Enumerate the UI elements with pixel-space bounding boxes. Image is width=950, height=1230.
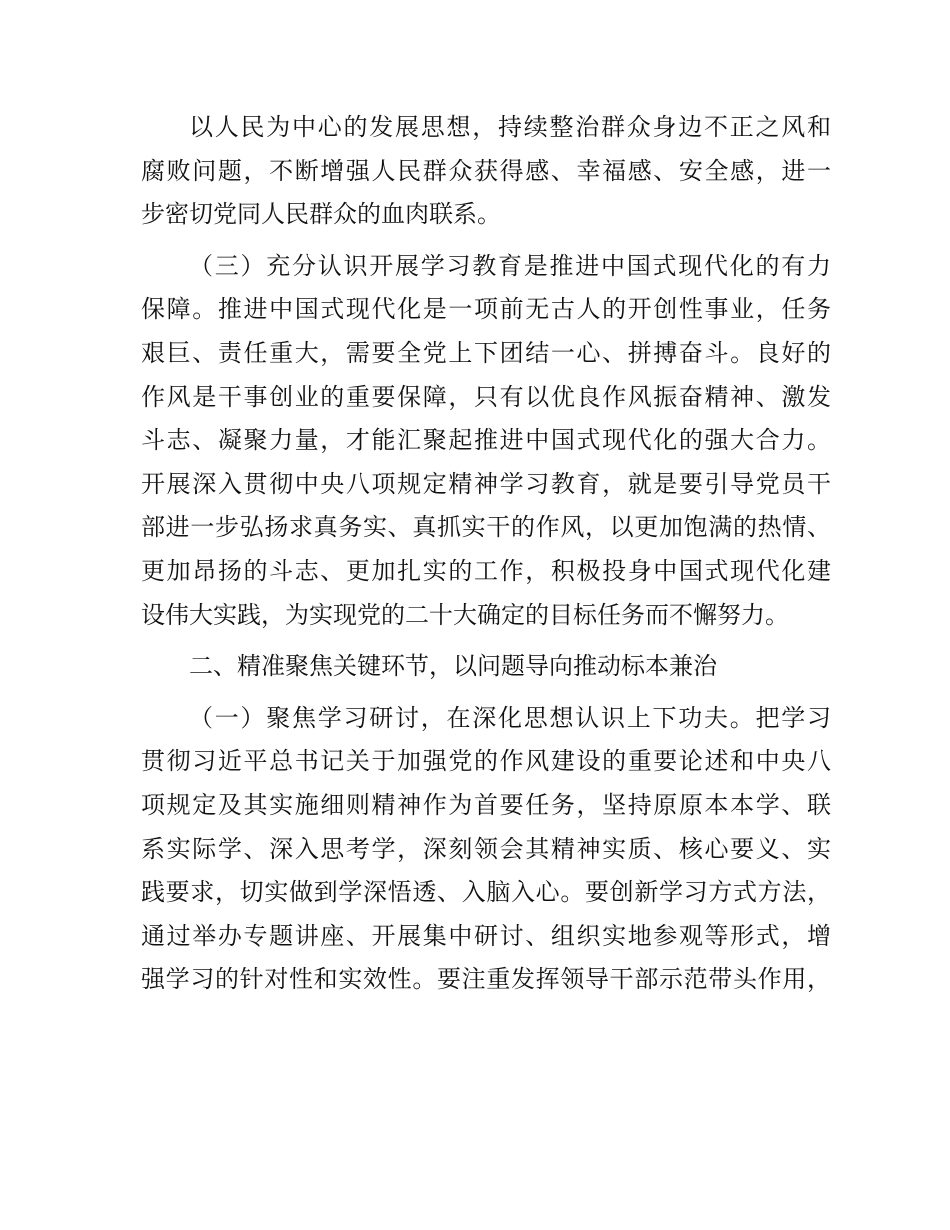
text-line: （三）充分认识开展学习教育是推进中国式现代化的有力 bbox=[189, 251, 831, 280]
text-line: 斗志、凝聚力量，才能汇聚起推进中国式现代化的强大合力。 bbox=[141, 426, 831, 455]
text-line: 步密切党同人民群众的血肉联系。 bbox=[141, 200, 501, 229]
text-line: 设伟大实践，为实现党的二十大确定的目标任务而不懈努力。 bbox=[141, 600, 789, 629]
text-line: 强学习的针对性和实效性。要注重发挥领导干部示范带头作用， bbox=[141, 965, 831, 994]
text-line: 开展深入贯彻中央八项规定精神学习教育，就是要引导党员干 bbox=[141, 469, 831, 498]
text-line: 系实际学、深入思考学，深刻领会其精神实质、核心要义、实 bbox=[141, 834, 831, 863]
text-line: 腐败问题，不断增强人民群众获得感、幸福感、安全感，进一 bbox=[141, 156, 831, 185]
heading-line: 二、精准聚焦关键环节，以问题导向推动标本兼治 bbox=[189, 652, 717, 681]
paragraph-continuation bbox=[141, 106, 831, 237]
text-line: 保障。推进中国式现代化是一项前无古人的开创性事业，任务 bbox=[141, 295, 831, 324]
text-line: 艰巨、责任重大，需要全党上下团结一心、拼搏奋斗。良好的 bbox=[141, 338, 831, 367]
document-body bbox=[141, 106, 831, 1002]
paragraph-section-one bbox=[141, 697, 831, 1002]
text-line: 通过举办专题讲座、开展集中研讨、组织实地参观等形式，增 bbox=[141, 921, 831, 950]
text-line: 践要求，切实做到学深悟透、入脑入心。要创新学习方式方法， bbox=[141, 878, 831, 907]
text-line: 以人民为中心的发展思想，持续整治群众身边不正之风和 bbox=[189, 113, 831, 141]
text-line: （一）聚焦学习研讨，在深化思想认识上下功夫。把学习 bbox=[189, 703, 831, 732]
text-line: 作风是干事创业的重要保障，只有以优良作风振奋精神、激发 bbox=[141, 382, 831, 411]
text-line: 贯彻习近平总书记关于加强党的作风建设的重要论述和中央八 bbox=[141, 747, 831, 776]
text-line: 部进一步弘扬求真务实、真抓实干的作风，以更加饱满的热情、 bbox=[141, 513, 831, 542]
text-line: 项规定及其实施细则精神作为首要任务，坚持原原本本学、联 bbox=[141, 790, 831, 819]
text-line: 更加昂扬的斗志、更加扎实的工作，积极投身中国式现代化建 bbox=[141, 556, 831, 585]
paragraph-section-three bbox=[141, 245, 831, 637]
section-heading bbox=[141, 645, 831, 689]
